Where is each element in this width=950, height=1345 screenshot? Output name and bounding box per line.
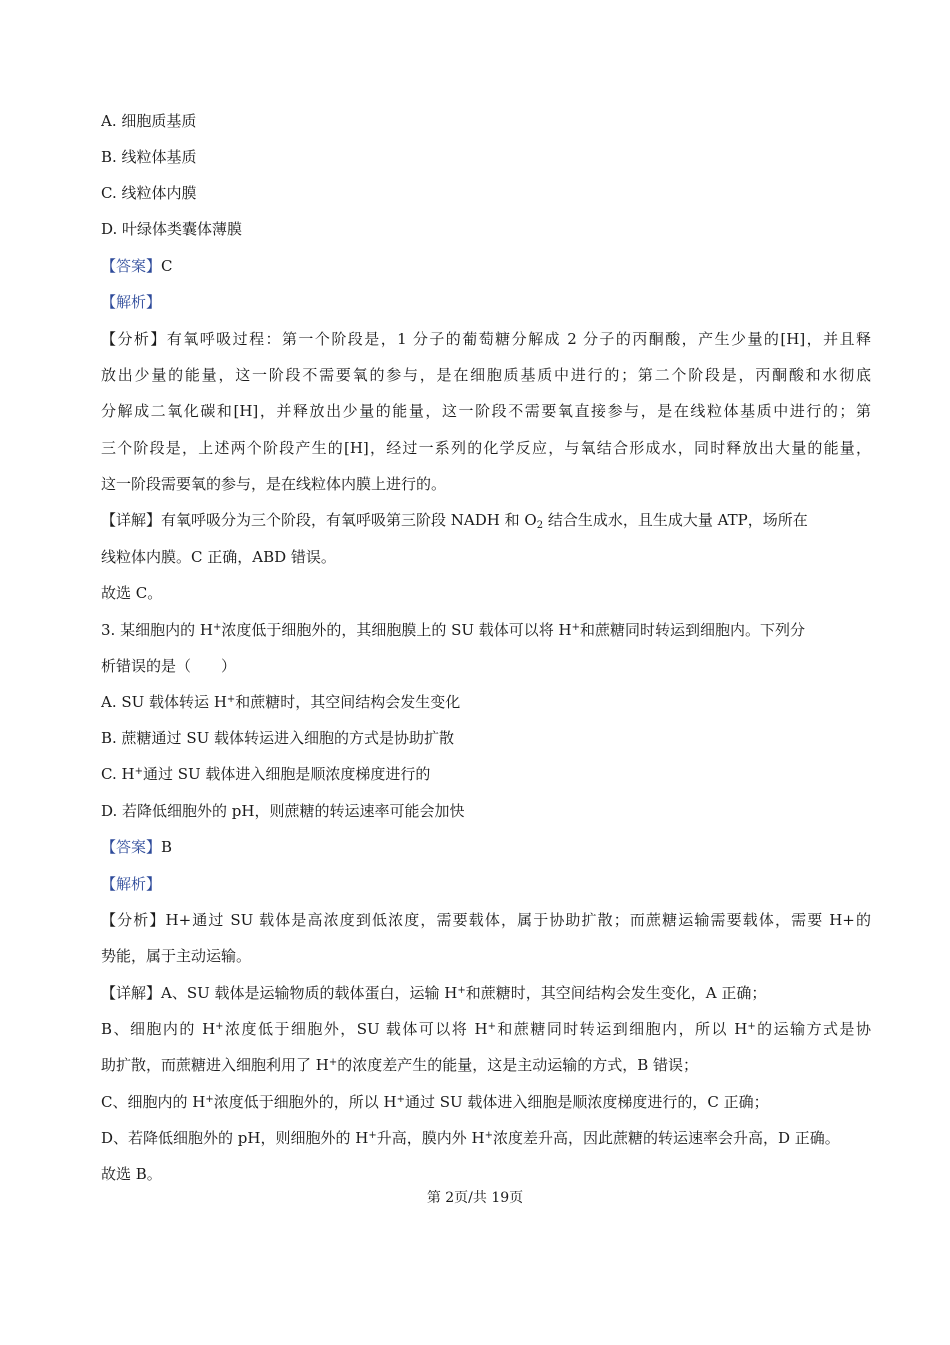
q2-answer: [101, 255, 871, 277]
q2-fenxi-line-2: 放出少量的能量，这一阶段不需要氧的参与，是在细胞质基质中进行的；第二个阶段是，丙酮酸和水彻底: [101, 366, 871, 384]
q2-xiangjie-line-2: 线粒体内膜。C 正确，ABD 错误。: [101, 548, 336, 566]
q2-option-c: C. 线粒体内膜: [101, 184, 197, 202]
q3-option-c: C. H+通过 SU 载体进入细胞是顺浓度梯度进行的: [101, 765, 431, 783]
q3-xiangjie-c: C、细胞内的 H+浓度低于细胞外的，所以 H+通过 SU 载体进入细胞是顺浓度梯度进行的，C 正确；: [101, 1093, 769, 1111]
page-footer: 第 2页/共 19页: [426, 1190, 524, 1206]
q2-fenxi-line-3: 分解成二氧化碳和[H]，并释放出少量的能量，这一阶段不需要氧直接参与，是在线粒体基质中进行的；第: [101, 402, 871, 420]
q2-option-b: B. 线粒体基质: [101, 148, 197, 166]
q2-xiangjie-line-1: 【详解】有氧呼吸分为三个阶段，有氧呼吸第三阶段 NADH 和 $O_2$ 结合生成水，且生成大量 ATP，场所在: [101, 511, 808, 531]
q3-xiangjie-a: 【详解】A、SU 载体是运输物质的载体蛋白，运输 H+和蔗糖时，其空间结构会发生变化，A 正确；: [101, 984, 767, 1002]
q3-option-d: D. 若降低细胞外的 pH，则蔗糖的转运速率可能会加快: [101, 802, 465, 820]
q2-conclusion: 故选 C。: [101, 584, 163, 602]
q2-option-a: A. 细胞质基质: [101, 112, 197, 130]
q3-xiangjie-b-line-1: B、细胞内的 H+浓度低于细胞外，SU 载体可以将 H+和蔗糖同时转运到细胞内，所以 H+的运输方式是协: [101, 1020, 871, 1038]
q2-option-d: D. 叶绿体类囊体薄膜: [101, 220, 243, 238]
answer-value: B: [161, 838, 173, 856]
q2-fenxi-line-5: 这一阶段需要氧的参与，是在线粒体内膜上进行的。: [101, 475, 447, 493]
q3-fenxi-line-2: 势能，属于主动运输。: [101, 947, 252, 965]
q3-xiangjie-d: D、若降低细胞外的 pH，则细胞外的 H+升高，膜内外 H+浓度差升高，因此蔗糖的转运速率会升高，D 正确。: [101, 1129, 840, 1147]
analysis-label: 【解析】: [101, 875, 162, 893]
q3-answer: [101, 836, 871, 858]
q2-fenxi-line-1: 【分析】有氧呼吸过程：第一个阶段是，1 分子的葡萄糖分解成 2 分子的丙酮酸，产生少量的[H]，并且释: [101, 330, 871, 348]
q3-stem-line-2: 析错误的是（ ）: [101, 657, 237, 675]
q3-fenxi-line-1: 【分析】H+通过 SU 载体是高浓度到低浓度，需要载体，属于协助扩散；而蔗糖运输需要载体，需要 H+的: [101, 911, 871, 929]
q3-option-b: B. 蔗糖通过 SU 载体转运进入细胞的方式是协助扩散: [101, 729, 455, 747]
q3-xiangjie-b-line-2: 助扩散，而蔗糖进入细胞利用了 H+的浓度差产生的能量，这是主动运输的方式，B 错误；: [101, 1056, 699, 1074]
xiangjie-label: 【详解】: [101, 511, 162, 529]
q3-option-a: A. SU 载体转运 H+和蔗糖时，其空间结构会发生变化: [101, 693, 461, 711]
answer-label: 【答案】: [101, 838, 162, 856]
q3-conclusion: 故选 B。: [101, 1165, 162, 1183]
answer-label: 【答案】: [101, 257, 162, 275]
fenxi-label: 【分析】: [101, 330, 167, 348]
xiangjie-label: 【详解】: [101, 984, 162, 1002]
analysis-label: 【解析】: [101, 293, 162, 311]
q3-analysis-heading: [101, 873, 871, 895]
answer-value: C: [161, 257, 173, 275]
q3-stem-line-1: 3. 某细胞内的 H+浓度低于细胞外的，其细胞膜上的 SU 载体可以将 H+和蔗糖同时转运到细胞内。下列分: [101, 621, 806, 639]
q2-analysis-heading: [101, 291, 871, 313]
q2-fenxi-line-4: 三个阶段是，上述两个阶段产生的[H]，经过一系列的化学反应，与氧结合形成水，同时释放出大量的能量，: [101, 439, 871, 457]
fenxi-label: 【分析】: [101, 911, 166, 929]
